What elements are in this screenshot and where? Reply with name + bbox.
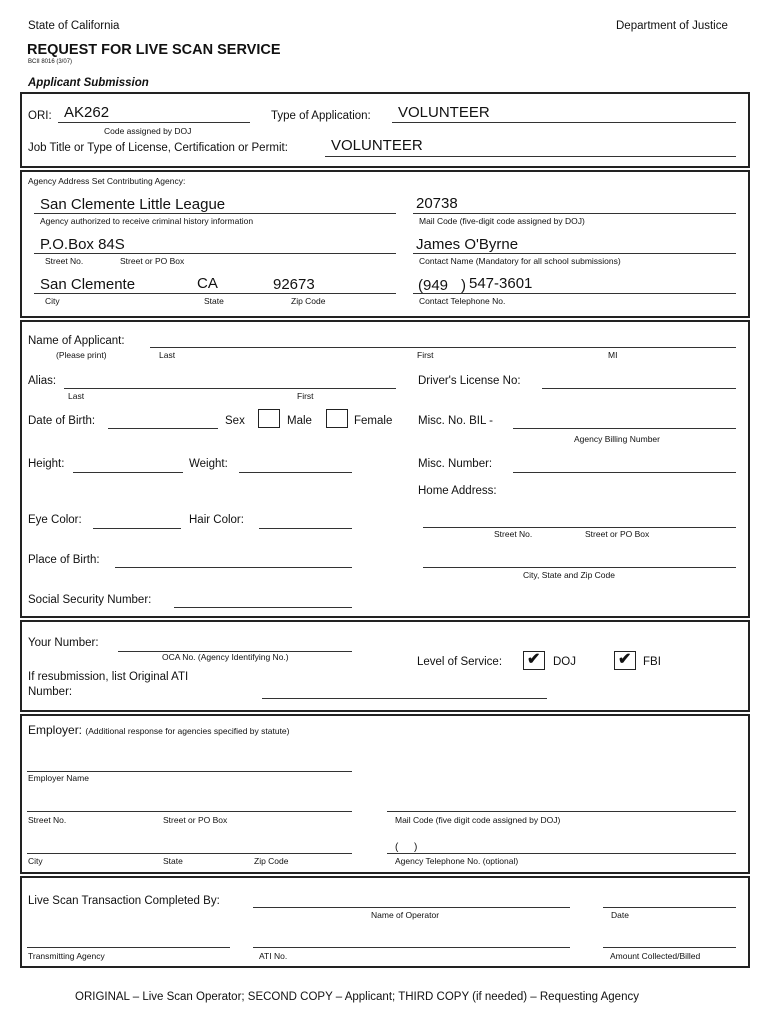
dob-line[interactable]	[108, 428, 218, 429]
transmitting-line[interactable]	[27, 947, 230, 948]
home-street-caption: Street or PO Box	[585, 529, 650, 539]
phone-line	[413, 293, 736, 294]
hair-color-line[interactable]	[259, 528, 352, 529]
phone-paren: )	[461, 277, 466, 294]
employer-city-line[interactable]	[27, 853, 352, 854]
employer-section	[20, 714, 750, 874]
name-of-applicant-label: Name of Applicant:	[28, 335, 125, 347]
home-street-no-caption: Street No.	[494, 529, 533, 539]
place-of-birth-label: Place of Birth:	[28, 554, 100, 566]
contact-caption: Contact Name (Mandatory for all school submissions)	[419, 256, 621, 266]
agency-state-value[interactable]: CA	[197, 275, 218, 292]
transmitting-caption: Transmitting Agency	[28, 951, 105, 961]
ati-caption: ATI No.	[259, 951, 288, 961]
male-label: Male	[287, 415, 312, 427]
alias-last-caption: Last	[68, 391, 85, 401]
city-caption: City	[45, 296, 60, 306]
agency-street-no-caption: Street No.	[45, 256, 84, 266]
misc-number-line[interactable]	[513, 472, 736, 473]
female-label: Female	[354, 415, 393, 427]
employer-name-line[interactable]	[27, 771, 352, 772]
operator-line[interactable]	[253, 907, 570, 908]
height-line[interactable]	[73, 472, 183, 473]
department-of-justice: Department of Justice	[616, 20, 728, 32]
fbi-label: FBI	[643, 656, 661, 668]
ssn-label: Social Security Number:	[28, 594, 152, 606]
weight-label: Weight:	[189, 458, 228, 470]
agency-zip-value[interactable]: 92673	[273, 276, 315, 293]
phone-area-code[interactable]: (949	[418, 277, 449, 294]
agency-section	[20, 170, 750, 318]
employer-mail-caption: Mail Code (five digit code assigned by DOJ)	[395, 815, 561, 825]
doj-label: DOJ	[553, 656, 576, 668]
ati-number-label: Number:	[28, 686, 73, 698]
employer-name-caption: Employer Name	[28, 773, 89, 783]
employer-phone-paren-open: (	[395, 842, 399, 853]
date-caption: Date	[611, 910, 629, 920]
ori-value[interactable]: AK262	[64, 104, 110, 121]
mi-caption: MI	[608, 350, 618, 360]
zip-caption: Zip Code	[291, 296, 326, 306]
footer-copies-note: ORIGINAL – Live Scan Operator; SECOND COPY – Applicant; THIRD COPY (if needed) – Requesting Agency	[75, 991, 639, 1003]
employer-phone-caption: Agency Telephone No. (optional)	[395, 856, 519, 866]
phone-caption: Contact Telephone No.	[419, 296, 506, 306]
date-line[interactable]	[603, 907, 736, 908]
oca-caption: OCA No. (Agency Identifying No.)	[162, 652, 289, 662]
job-line	[325, 156, 736, 157]
agency-name-caption: Agency authorized to receive criminal history information	[40, 216, 254, 226]
alias-first-caption: First	[297, 391, 314, 401]
ati-line[interactable]	[253, 947, 570, 948]
employer-zip-caption: Zip Code	[254, 856, 289, 866]
female-checkbox[interactable]	[326, 409, 348, 428]
ori-label: ORI:	[28, 110, 52, 122]
state-caption: State	[204, 296, 224, 306]
eye-color-label: Eye Color:	[28, 514, 82, 526]
form-number: BCII 8016 (3/07)	[28, 59, 73, 65]
agency-city-line	[34, 293, 396, 294]
home-street-line[interactable]	[423, 527, 736, 528]
contact-line	[413, 253, 736, 254]
last-caption: Last	[159, 350, 176, 360]
employer-mail-line[interactable]	[387, 811, 736, 812]
home-address-label: Home Address:	[418, 485, 497, 497]
job-title-value[interactable]: VOLUNTEER	[331, 137, 423, 154]
state-of-california: State of California	[28, 20, 120, 32]
home-csz-line[interactable]	[423, 567, 736, 568]
agency-city-value[interactable]: San Clemente	[40, 276, 136, 293]
amount-caption: Amount Collected/Billed	[610, 951, 701, 961]
drivers-license-label: Driver's License No:	[418, 375, 521, 387]
level-of-service-label: Level of Service:	[417, 656, 503, 668]
type-line	[392, 122, 736, 123]
form-title: REQUEST FOR LIVE SCAN SERVICE	[27, 42, 281, 58]
employer-city-caption: City	[28, 856, 43, 866]
sex-label: Sex	[225, 415, 245, 427]
weight-line[interactable]	[239, 472, 352, 473]
ati-number-line[interactable]	[262, 698, 547, 699]
applicant-name-line[interactable]	[150, 347, 736, 348]
employer-label	[28, 723, 290, 737]
employer-label-text: Employer:	[28, 723, 83, 737]
drivers-license-line[interactable]	[542, 388, 736, 389]
employer-phone-paren-close: )	[414, 842, 418, 853]
employer-street-no-caption: Street No.	[28, 815, 67, 825]
agency-header: Agency Address Set Contributing Agency:	[28, 176, 186, 186]
first-caption: First	[417, 350, 434, 360]
doj-check-mark-icon: ✔	[527, 651, 541, 668]
mail-code-line	[413, 213, 736, 214]
contact-name-value[interactable]: James O'Byrne	[416, 236, 519, 253]
fbi-check-mark-icon: ✔	[618, 651, 632, 668]
resubmission-label: If resubmission, list Original ATI	[28, 671, 189, 683]
operator-caption: Name of Operator	[371, 910, 440, 920]
height-label: Height:	[28, 458, 65, 470]
eye-color-line[interactable]	[93, 528, 181, 529]
misc-number-label: Misc. Number:	[418, 458, 493, 470]
agency-street-value[interactable]: P.O.Box 84S	[40, 236, 125, 253]
hair-color-label: Hair Color:	[189, 514, 244, 526]
amount-line[interactable]	[603, 947, 736, 948]
alias-line[interactable]	[64, 388, 396, 389]
your-number-label: Your Number:	[28, 637, 99, 649]
ssn-line[interactable]	[174, 607, 352, 608]
job-title-label: Job Title or Type of License, Certification or Permit:	[28, 142, 288, 154]
ori-caption: Code assigned by DOJ	[104, 126, 192, 136]
alias-label: Alias:	[28, 375, 57, 387]
employer-note: (Additional response for agencies specified by statute)	[85, 726, 290, 736]
employer-state-caption: State	[163, 856, 183, 866]
ori-line	[58, 122, 250, 123]
live-scan-completed-label: Live Scan Transaction Completed By:	[28, 895, 220, 907]
agency-street-line	[34, 253, 396, 254]
date-of-birth-label: Date of Birth:	[28, 415, 96, 427]
misc-bil-label: Misc. No. BIL -	[418, 415, 493, 427]
mail-code-caption: Mail Code (five-digit code assigned by DOJ)	[419, 216, 585, 226]
employer-phone-line[interactable]	[387, 853, 736, 854]
please-print-caption: (Please print)	[56, 350, 107, 360]
agency-name-line	[34, 213, 396, 214]
place-of-birth-line[interactable]	[115, 567, 352, 568]
agency-street-caption: Street or PO Box	[120, 256, 185, 266]
agency-billing-caption: Agency Billing Number	[574, 434, 660, 444]
applicant-section	[20, 320, 750, 618]
male-checkbox[interactable]	[258, 409, 280, 428]
type-of-application-value[interactable]: VOLUNTEER	[398, 104, 490, 121]
agency-name-value[interactable]: San Clemente Little League	[40, 196, 226, 213]
misc-bil-line[interactable]	[513, 428, 736, 429]
employer-street-line[interactable]	[27, 811, 352, 812]
employer-street-caption: Street or PO Box	[163, 815, 228, 825]
mail-code-value[interactable]: 20738	[416, 195, 458, 212]
type-of-application-label: Type of Application:	[271, 110, 371, 122]
section-title: Applicant Submission	[28, 77, 149, 89]
phone-number-value[interactable]: 547-3601	[469, 275, 533, 292]
csz-caption: City, State and Zip Code	[523, 570, 615, 580]
